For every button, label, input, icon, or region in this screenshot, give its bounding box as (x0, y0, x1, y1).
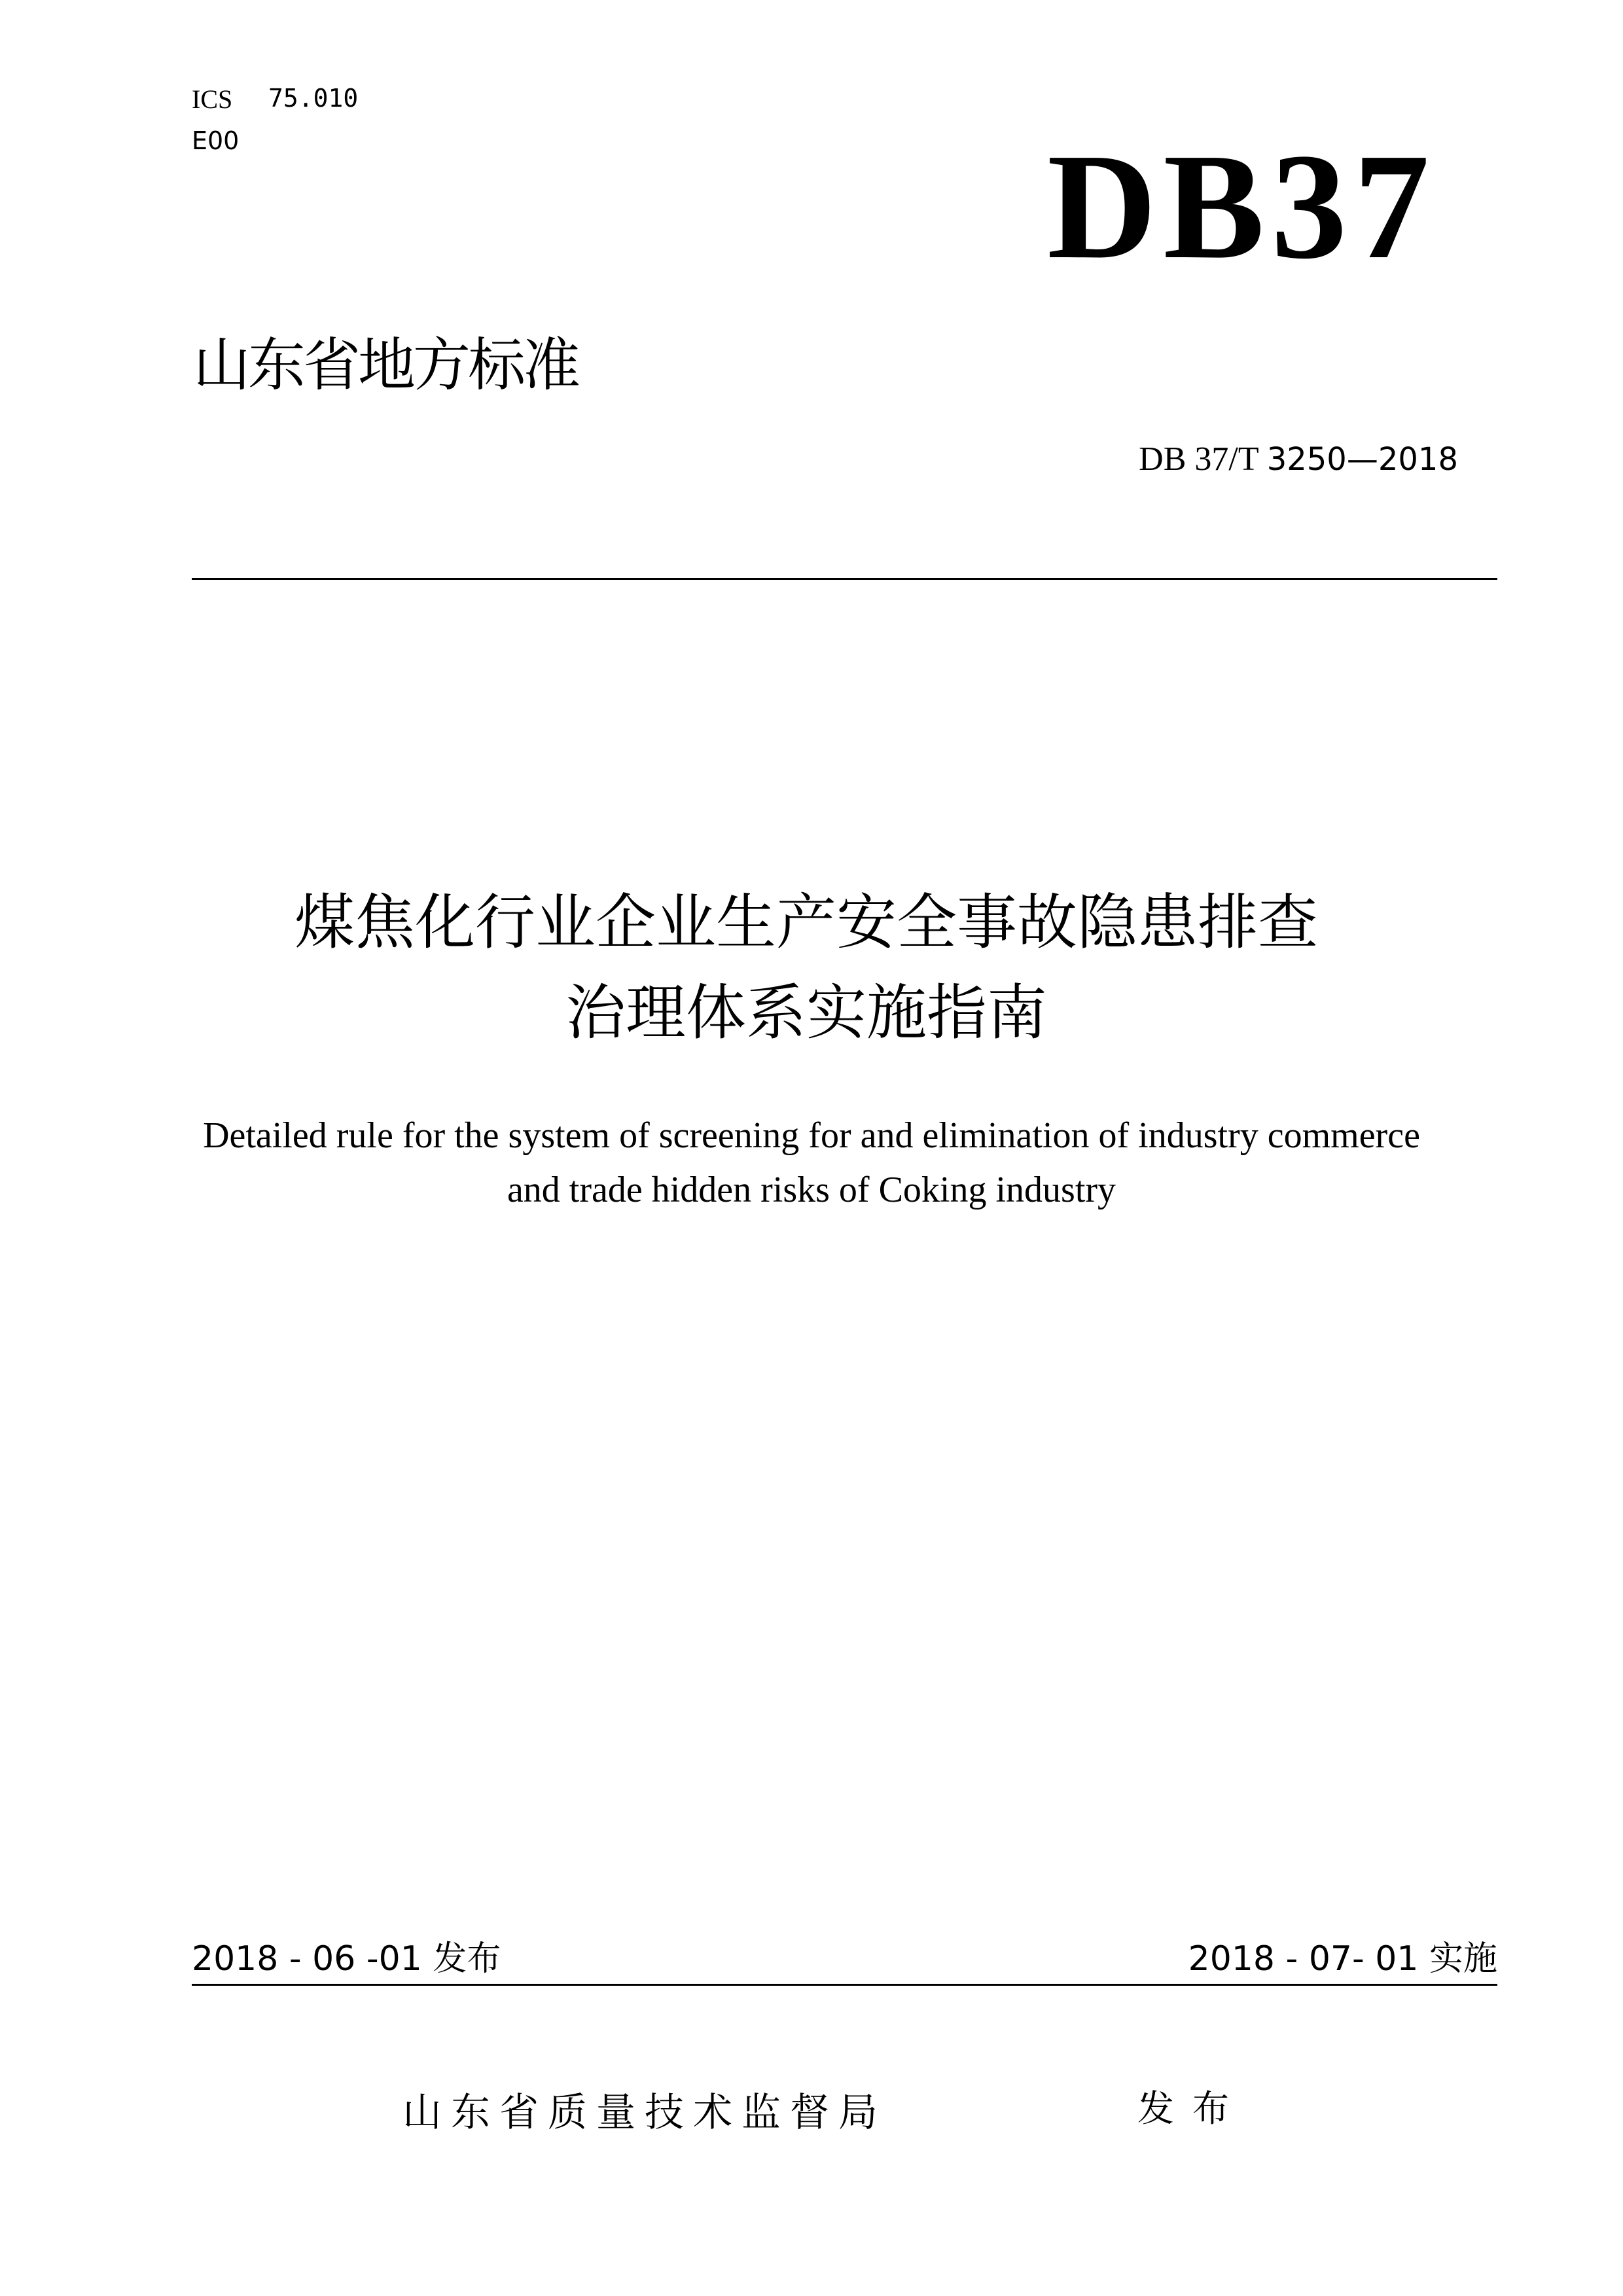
standard-number-value: 3250—2018 (1266, 441, 1458, 478)
issue-word: 发布 (1137, 2088, 1247, 2130)
title-en-line-1: Detailed rule for the system of screening for and elimination of industry commerce (203, 1115, 1420, 1156)
bottom-divider (192, 1984, 1497, 1986)
ics-code: 75.010 (268, 84, 359, 113)
standard-number-prefix: DB 37/T (1139, 440, 1258, 478)
top-divider (192, 578, 1497, 580)
implementation-date: 2018 - 07- 01 实施 (1188, 1939, 1497, 1979)
issuer: 山东省质量技术监督局 (402, 2090, 887, 2136)
title-cn-line-1: 煤焦化行业企业生产安全事故隐患排查 (294, 888, 1318, 958)
ccs-code: E00 (192, 126, 240, 155)
db-mark: DB37 (1047, 122, 1436, 291)
title-cn-line-2: 治理体系实施指南 (565, 978, 1047, 1048)
standard-type: 山东省地方标准 (193, 331, 579, 399)
title-en-line-2: and trade hidden risks of Coking industry (507, 1170, 1116, 1210)
standard-number (1139, 440, 1458, 478)
issue-date: 2018 - 06 -01 发布 (192, 1939, 501, 1979)
ics-label: ICS (192, 84, 233, 114)
